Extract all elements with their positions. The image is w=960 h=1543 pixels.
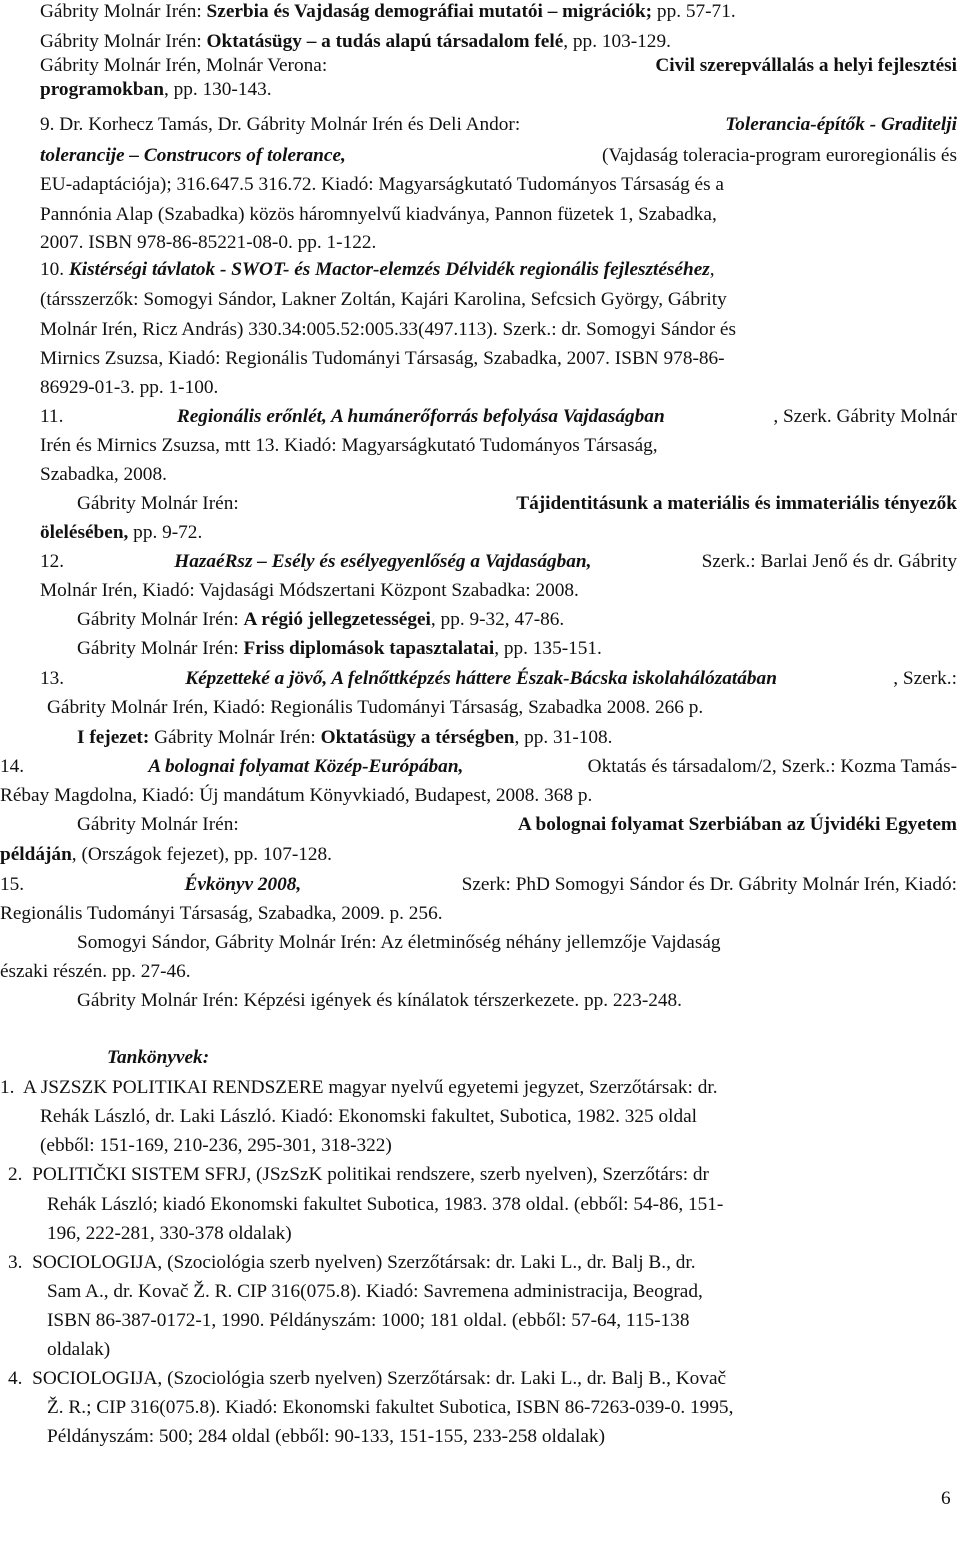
author-text: Gábrity Molnár Irén: — [77, 814, 244, 835]
book-title: Kistérségi távlatok - SWOT- és Mactor-elemzés Délvidék regionális fejlesztéséhez — [68, 259, 710, 280]
textbook-line — [47, 1338, 110, 1362]
section-heading — [107, 1046, 209, 1070]
book-title: Képzetteké a jövő, A felnőttképzés háttere Észak-Bácska iskolahálózatában — [185, 668, 777, 689]
bib-text: Gábrity Molnár Irén, Kiadó: Regionális Tudományi Társaság, Szabadka 2008. 266 p. — [47, 697, 704, 718]
book-title: Regionális erőnlét, A humánerőforrás befolyása Vajdaságban — [176, 406, 665, 427]
bib-text: 2007. ISBN 978-86-85221-08-0. pp. 1-122. — [40, 232, 377, 253]
bib-text: Ž. R.; CIP 316(075.8). Kiadó: Ekonomski fakultet Subotica, ISBN 86-7263-039-0. 1995, — [47, 1397, 734, 1418]
chapter-title: példáján — [0, 844, 72, 865]
chapter-title: programokban — [40, 79, 164, 100]
page-range: , pp. 135-151. — [494, 638, 602, 659]
bib-text: (ebből: 151-169, 210-236, 295-301, 318-322) — [40, 1135, 392, 1156]
bib-line — [40, 144, 957, 168]
bib-line — [40, 667, 957, 691]
bib-text: Mirnics Zsuzsa, Kiadó: Regionális Tudományi Társaság, Szabadka, 2007. ISBN 978-86- — [40, 348, 725, 369]
book-title: A bolognai folyamat Közép-Európában, — [148, 756, 464, 777]
item-number: 14. — [0, 756, 29, 777]
chapter-title: Oktatásügy a térségben — [320, 727, 515, 748]
bib-text: , Szerk. Gábrity Molnár — [773, 406, 957, 427]
bib-line — [40, 434, 957, 458]
chapter-title: A régió jellegzetességei — [243, 609, 431, 630]
chapter-title: Tájidentitásunk a materiális és immateriális tényezők — [516, 493, 957, 514]
bib-line — [40, 203, 957, 227]
author-text: Gábrity Molnár Irén: — [149, 727, 321, 748]
bib-line — [40, 288, 957, 312]
bib-line — [40, 579, 579, 603]
chapter-title: Friss diplomások tapasztalatai — [243, 638, 495, 659]
bib-line — [0, 843, 332, 867]
bib-line — [40, 258, 715, 282]
bib-text: Oktatás és társadalom/2, Szerk.: Kozma Tamás- — [582, 756, 957, 777]
section-label: I fejezet: — [77, 727, 150, 748]
bib-line — [40, 231, 376, 255]
author-text: Gábrity Molnár Irén: — [77, 493, 244, 514]
item-number: 15. — [0, 874, 29, 895]
chapter-title: Oktatásügy – a tudás alapú társadalom felé — [206, 31, 564, 52]
bib-line — [77, 813, 957, 837]
bib-line — [77, 637, 602, 661]
textbook-line — [40, 1105, 957, 1129]
chapter-title: ölelésében, — [40, 522, 129, 543]
bib-text: 1. A JSZSZK POLITIKAI RENDSZERE magyar nyelvű egyetemi jegyzet, Szerzőtársak: dr. — [0, 1077, 718, 1098]
bib-line — [0, 784, 592, 808]
book-title: HazaéRsz – Esély és esélyegyenlőség a Vajdaságban, — [174, 551, 592, 572]
book-title: Évkönyv 2008, — [184, 874, 302, 895]
textbook-line — [47, 1222, 292, 1246]
bib-text: , — [709, 259, 715, 280]
textbook-line — [47, 1280, 957, 1304]
page-range: pp. 9-72. — [128, 522, 203, 543]
textbook-line — [47, 1396, 957, 1420]
bib-text: , Szerk.: — [893, 668, 957, 689]
page-range: , pp. 103-129. — [563, 31, 671, 52]
bib-line — [40, 0, 736, 24]
bib-text: Szerk.: Barlai Jenő és dr. Gábrity — [696, 551, 957, 572]
bib-text: (társszerzők: Somogyi Sándor, Lakner Zoltán, Kajári Karolina, Sefcsich György, Gábrity — [40, 289, 727, 310]
bib-line — [77, 989, 682, 1013]
bib-line — [77, 608, 564, 632]
bib-text: Regionális Tudományi Társaság, Szabadka, 2009. p. 256. — [0, 903, 443, 924]
author-text: Gábrity Molnár Irén: — [77, 609, 244, 630]
page-range: , pp. 31-108. — [514, 727, 613, 748]
book-title: Tolerancia-építők - Graditelji — [725, 114, 957, 135]
page-range: pp. 57-71. — [652, 1, 736, 22]
page-number: 6 — [941, 1488, 951, 1509]
bib-text: Szerk: PhD Somogyi Sándor és Dr. Gábrity Molnár Irén, Kiadó: — [456, 874, 957, 895]
textbook-line — [8, 1163, 957, 1187]
textbook-line — [8, 1367, 957, 1391]
bib-text: Rébay Magdolna, Kiadó: Új mandátum Könyvkiadó, Budapest, 2008. 368 p. — [0, 785, 593, 806]
author-text: Gábrity Molnár Irén: — [40, 1, 207, 22]
bib-text: 196, 222-281, 330-378 oldalak) — [47, 1223, 292, 1244]
bib-text: EU-adaptációja); 316.647.5 316.72. Kiadó: Magyarságkutató Tudományos Társaság és a — [40, 174, 724, 195]
bib-line — [40, 173, 957, 197]
bib-text: ISBN 86-387-0172-1, 1990. Példányszám: 1000; 181 oldal. (ebből: 57-64, 115-138 — [47, 1310, 690, 1331]
bib-line — [40, 376, 218, 400]
bib-text: 4. SOCIOLOGIJA, (Szociológia szerb nyelven) Szerzőtársak: dr. Laki L., dr. Balj B., Kovač — [8, 1368, 727, 1389]
bib-text: 2. POLITIČKI SISTEM SFRJ, (JSzSzK politikai rendszere, szerb nyelven), Szerzőtárs: dr — [8, 1164, 709, 1185]
bib-line — [77, 931, 957, 955]
page-range: , (Országok fejezet), pp. 107-128. — [71, 844, 332, 865]
page-range: , pp. 9-32, 47-86. — [430, 609, 565, 630]
bib-text: Rehák László, dr. Laki László. Kiadó: Ekonomski fakultet, Subotica, 1982. 325 oldal — [40, 1106, 698, 1127]
chapter-title: Szerbia és Vajdaság demográfiai mutatói – migrációk; — [206, 1, 653, 22]
bib-line — [40, 550, 957, 574]
bib-line — [77, 492, 957, 516]
bib-line — [40, 405, 957, 429]
author-text: Gábrity Molnár Irén: — [40, 31, 207, 52]
author-text: Gábrity Molnár Irén: — [77, 638, 244, 659]
bib-line — [0, 755, 957, 779]
bib-line — [40, 54, 957, 78]
textbook-line — [47, 1193, 957, 1217]
item-number: 11. — [40, 406, 69, 427]
textbook-line — [47, 1425, 605, 1449]
chapter-title: Civil szerepvállalás a helyi fejlesztési — [655, 55, 957, 76]
bib-text: 9. Dr. Korhecz Tamás, Dr. Gábrity Molnár Irén és Deli Andor: — [40, 114, 526, 135]
bib-text: Molnár Irén, Ricz András) 330.34:005.52:005.33(497.113). Szerk.: dr. Somogyi Sándor és — [40, 319, 736, 340]
bib-text: Rehák László; kiadó Ekonomski fakultet Subotica, 1983. 378 oldal. (ebből: 54-86, 151- — [47, 1194, 724, 1215]
textbook-line — [47, 1309, 957, 1333]
bib-line — [0, 873, 957, 897]
bib-text: Irén és Mirnics Zsuzsa, mtt 13. Kiadó: Magyarságkutató Tudományos Társaság, — [40, 435, 658, 456]
section-heading-text: Tankönyvek: — [107, 1047, 210, 1068]
item-number: 13. — [40, 668, 69, 689]
bib-text: Sam A., dr. Kovač Ž. R. CIP 316(075.8). Kiadó: Savremena administracija, Beograd, — [47, 1281, 703, 1302]
bib-line — [40, 113, 957, 137]
bib-line — [40, 30, 671, 54]
bib-text: Molnár Irén, Kiadó: Vajdasági Módszertani Központ Szabadka: 2008. — [40, 580, 579, 601]
bib-text: 86929-01-3. pp. 1-100. — [40, 377, 219, 398]
bib-line — [40, 347, 957, 371]
bib-text: oldalak) — [47, 1339, 111, 1360]
bib-text: Szabadka, 2008. — [40, 464, 167, 485]
page-range: , pp. 130-143. — [163, 79, 272, 100]
bib-text: (Vajdaság toleracia-program euroregionális és — [597, 145, 957, 166]
bib-line — [40, 521, 202, 545]
author-text: Gábrity Molnár Irén, Molnár Verona: — [40, 55, 332, 76]
bib-text: Somogyi Sándor, Gábrity Molnár Irén: Az életminőség néhány jellemzője Vajdaság — [77, 932, 721, 953]
bib-text: Példányszám: 500; 284 oldal (ebből: 90-133, 151-155, 233-258 oldalak) — [47, 1426, 605, 1447]
bib-line — [40, 318, 957, 342]
bib-line — [0, 902, 443, 926]
bib-text: Pannónia Alap (Szabadka) közös háromnyelvű kiadványa, Pannon füzetek 1, Szabadka, — [40, 204, 717, 225]
item-number: 10. — [40, 259, 69, 280]
bib-line — [40, 78, 272, 102]
textbook-line — [8, 1251, 957, 1275]
textbook-line — [40, 1134, 392, 1158]
textbook-line — [0, 1076, 957, 1100]
item-number: 12. — [40, 551, 69, 572]
bib-text: 3. SOCIOLOGIJA, (Szociológia szerb nyelven) Szerzőtársak: dr. Laki L., dr. Balj B., dr. — [8, 1252, 696, 1273]
bib-line — [40, 463, 167, 487]
bib-line — [47, 696, 703, 720]
bib-line — [77, 726, 613, 750]
bib-text: északi részén. pp. 27-46. — [0, 961, 191, 982]
chapter-title: A bolognai folyamat Szerbiában az Újvidéki Egyetem — [517, 814, 957, 835]
book-title: tolerancije – Construcors of tolerance, — [40, 145, 346, 166]
bib-text: Gábrity Molnár Irén: Képzési igények és kínálatok térszerkezete. pp. 223-248. — [77, 990, 682, 1011]
bib-line — [0, 960, 191, 984]
